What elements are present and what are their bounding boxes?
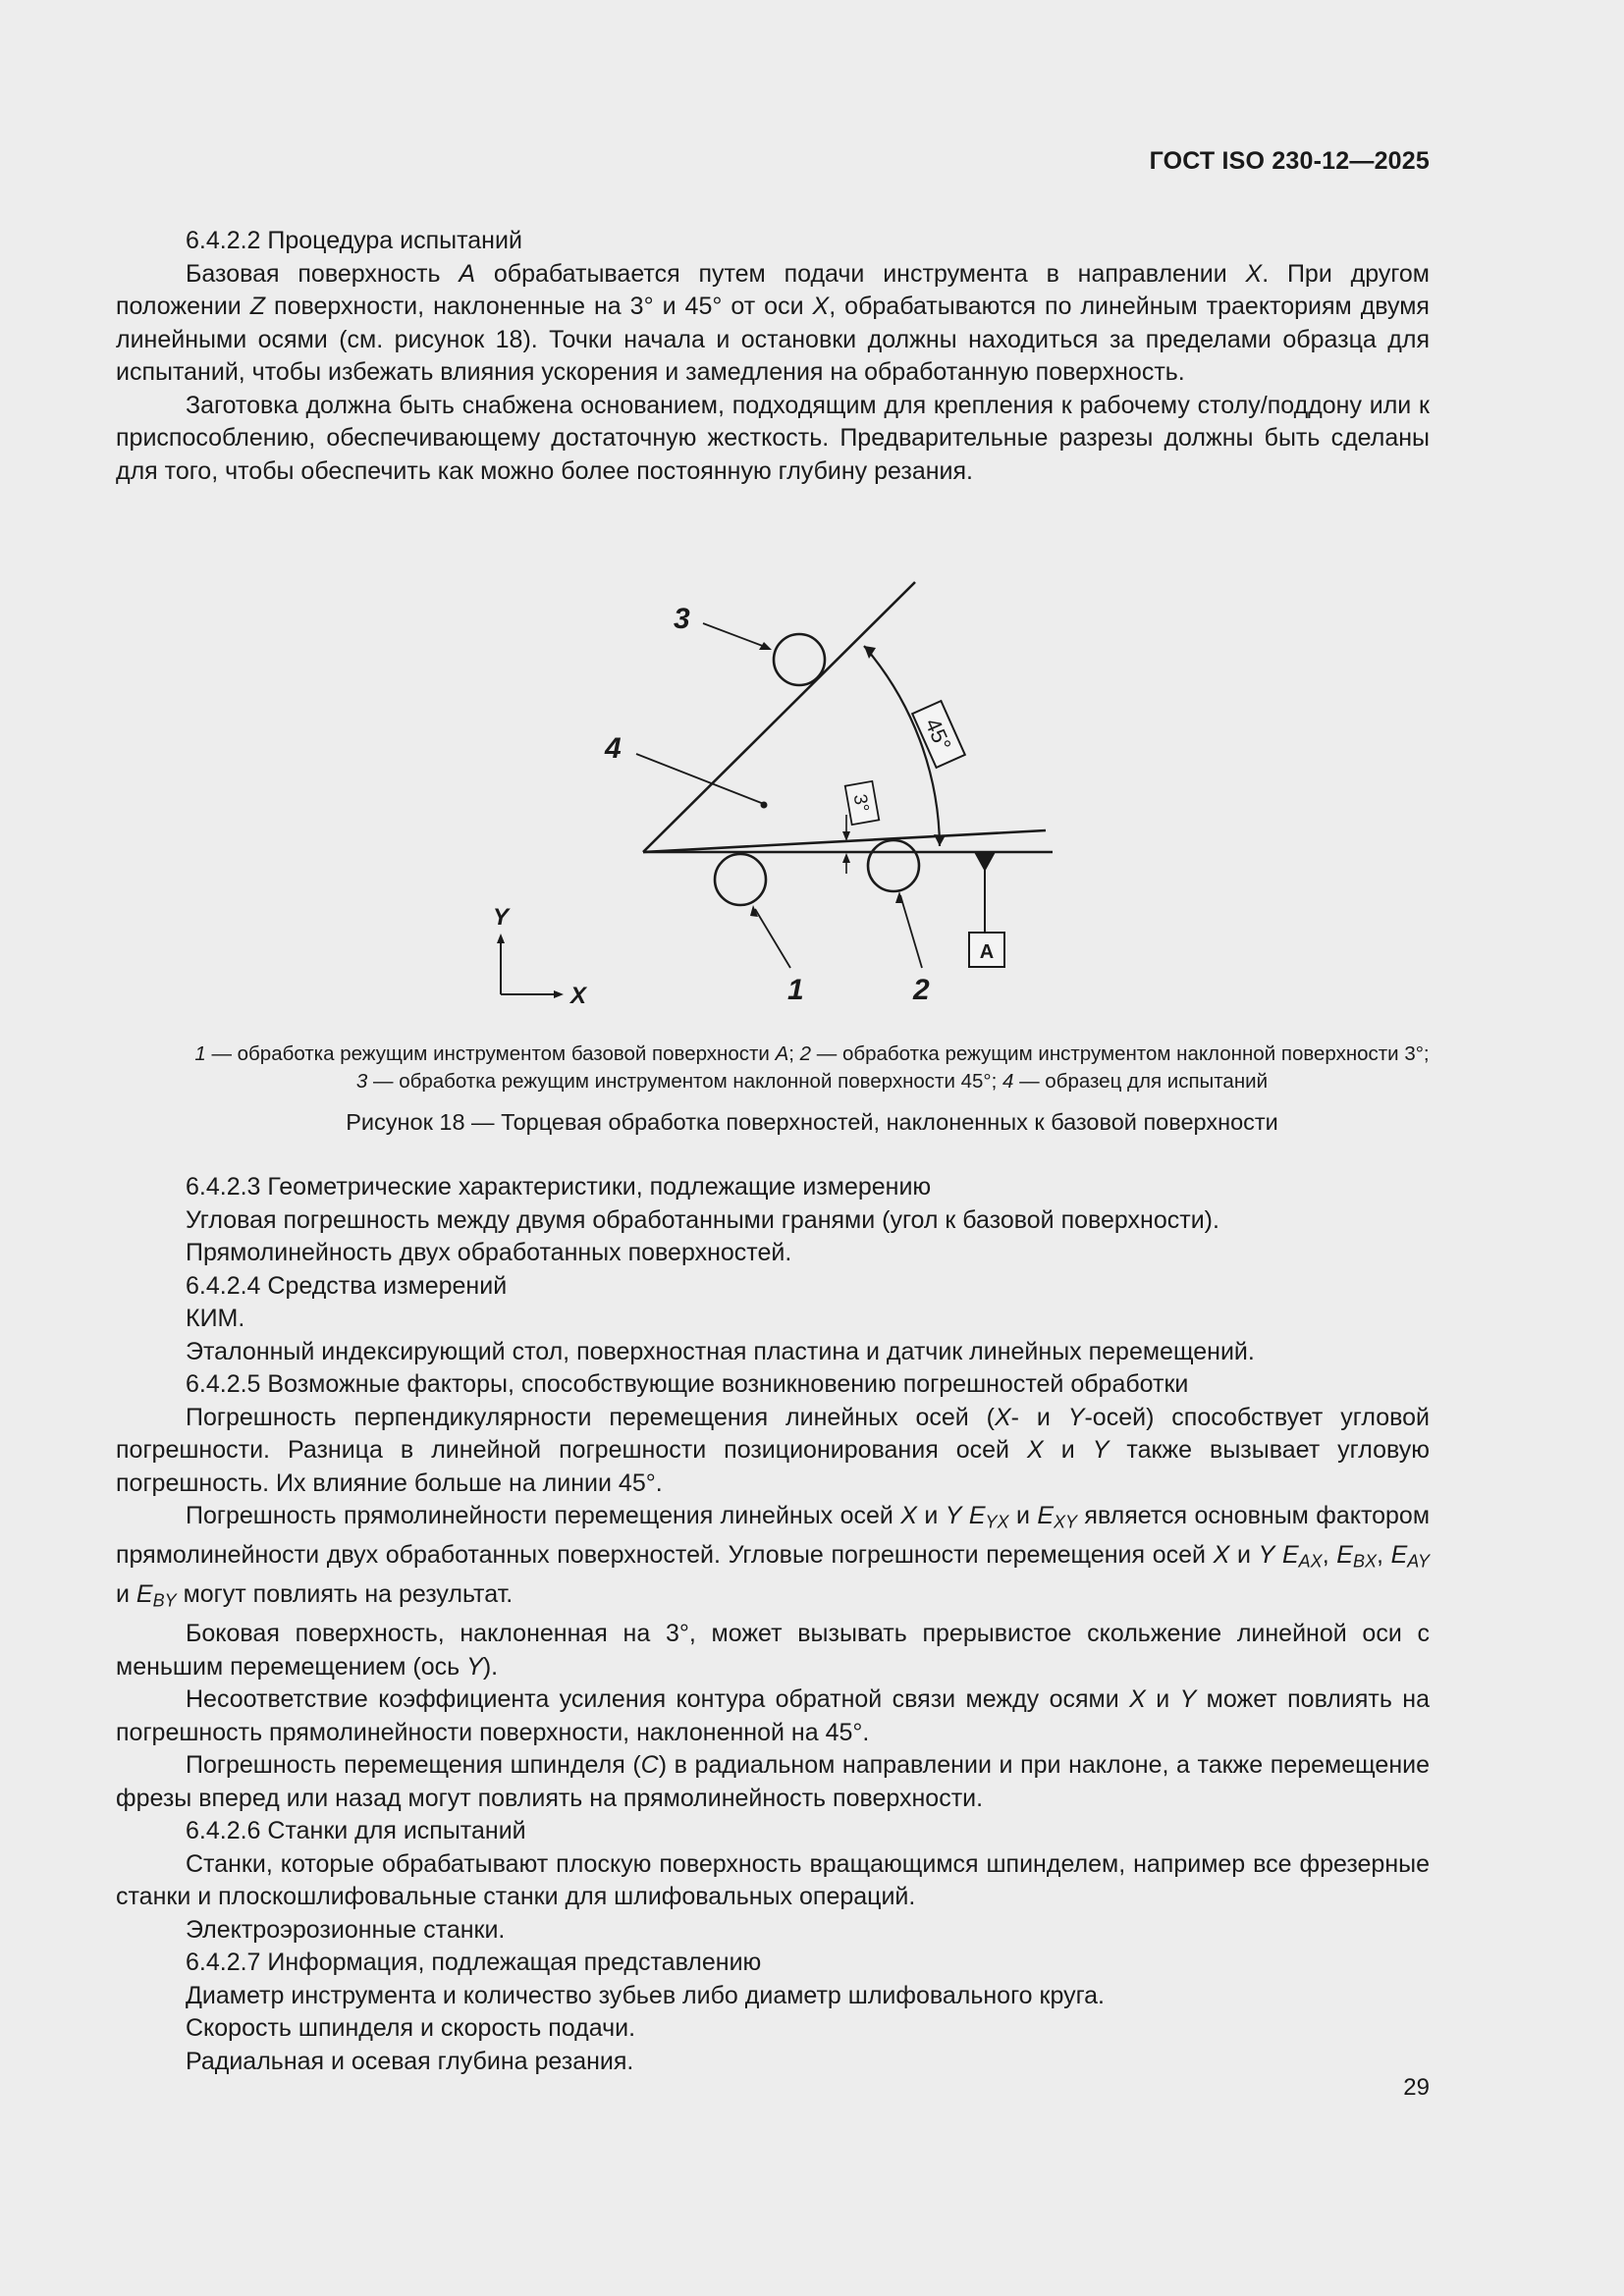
figure-18-diagram <box>471 569 1080 1021</box>
paragraph: Боковая поверхность, наклоненная на 3°, может вызывать прерывистое скольжение линейной оси с меньшим перемещением (ось Y). <box>116 1620 1430 1681</box>
paragraph: Эталонный индексирующий стол, поверхностная пластина и датчик линейных перемещений. <box>186 1337 1255 1365</box>
axis-y-label: Y <box>493 904 510 931</box>
paragraph: Станки, которые обрабатывают плоскую поверхность вращающимся шпинделем, например все фрезерные станки и плоскошлифовальные станки для шлифовальных операций. <box>116 1849 1430 1910</box>
leader-2 <box>900 895 922 968</box>
paragraph: КИМ. <box>186 1305 245 1332</box>
figure-caption: Рисунок 18 — Торцевая обработка поверхностей, наклоненных к базовой поверхности <box>346 1109 1278 1135</box>
paragraph: Диаметр инструмента и количество зубьев либо диаметр шлифовального круга. <box>186 1981 1105 2009</box>
label-3: 3 <box>674 603 690 635</box>
paragraph: Заготовка должна быть снабжена основанием, подходящим для крепления к рабочему столу/поддону или к приспособлению, обеспечивающему достаточную жесткость. Предварительные разрезы должны быть сделаны для того, чтобы обеспечить как можно более постоянную глубину резания. <box>116 391 1430 485</box>
paragraph: Прямолинейность двух обработанных поверхностей. <box>186 1239 792 1266</box>
datum-triangle <box>974 852 996 872</box>
arrowhead <box>895 891 903 903</box>
label-4: 4 <box>605 732 622 765</box>
figure-legend: 1 — обработка режущим инструментом базовой поверхности A; 2 — обработка режущим инструментом наклонной поверхности 3°; 3 — обработка режущим инструментом наклонной поверхности 45°; 4 — образец для испытаний <box>194 1042 1430 1093</box>
tool-circle-2 <box>868 840 919 891</box>
angle-3-text: 3° <box>848 792 873 815</box>
paragraph: Несоответствие коэффициента усиления контура обратной связи между осями X и Y может повлиять на погрешность прямолинейности поверхности, наклоненной на 45°. <box>116 1685 1430 1746</box>
paragraph: Радиальная и осевая глубина резания. <box>186 2047 634 2075</box>
paragraph: Электроэрозионные станки. <box>186 1915 506 1944</box>
paragraph: Угловая погрешность между двумя обработанными гранями (угол к базовой поверхности). <box>186 1205 1219 1234</box>
label-2: 2 <box>913 974 930 1006</box>
document-id-header: ГОСТ ISO 230-12—2025 <box>1149 147 1430 175</box>
sections-6-4-2-3-to-7 <box>116 1171 1430 2078</box>
leader-3 <box>703 623 768 648</box>
leader-1 <box>755 909 790 968</box>
angle-45-text: 45° <box>920 714 956 755</box>
paragraph: Базовая поверхность A обрабатывается путем подачи инструмента в направлении X. При другом положении Z поверхности, наклоненные на 3° и 45° от оси X, обрабатываются по линейным траекториям двумя линейными осями (см. рисунок 18). Точки начала и остановки должны находиться за пределами образца для испытаний, чтобы избежать влияния ускорения и замедления на обработанную поверхность. <box>116 259 1430 386</box>
arrowhead <box>842 853 850 863</box>
y-axis-arrowhead <box>497 934 505 943</box>
paragraph: Погрешность перпендикулярности перемещения линейных осей (X- и Y-осей) способствует угловой погрешности. Разница в линейной погрешности позиционирования осей X и Y также вызывает угловую погрешность. Их влияние больше на линии 45°. <box>116 1403 1430 1497</box>
section-heading: 6.4.2.2 Процедура испытаний <box>186 227 522 254</box>
paragraph: Погрешность прямолинейности перемещения линейных осей X и Y $E_{YX}$ и $E_{XY}$ является основным фактором прямолинейности двух обработанных поверхностей. Угловые погрешности перемещения осей X и Y $E_{AX}$, $E_{BX}$, $E_{AY}$ и $E_{BY}$ могут повлиять на результат. <box>116 1502 1431 1611</box>
figure-svg <box>471 569 1080 1021</box>
angle-3-label <box>845 781 880 825</box>
axis-x-label: X <box>570 983 587 1009</box>
label-1: 1 <box>787 974 804 1006</box>
tool-circle-3 <box>774 634 825 685</box>
paragraph: Погрешность перемещения шпинделя (C) в радиальном направлении и при наклоне, а также перемещение фрезы вперед или назад могут повлиять на прямолинейность поверхности. <box>116 1751 1430 1812</box>
section-6-4-2-2 <box>116 225 1430 488</box>
paragraph: Скорость шпинделя и скорость подачи. <box>186 2014 636 2042</box>
page-number: 29 <box>1403 2074 1430 2101</box>
section-heading: 6.4.2.4 Средства измерений <box>186 1271 508 1300</box>
datum-label: A <box>979 941 995 963</box>
section-heading: 6.4.2.6 Станки для испытаний <box>186 1817 526 1844</box>
section-heading: 6.4.2.3 Геометрические характеристики, подлежащие измерению <box>186 1173 932 1201</box>
x-axis-arrowhead <box>554 990 564 998</box>
arc-arrowhead-bottom <box>934 834 946 846</box>
tool-circle-1 <box>715 854 766 905</box>
angle-45-label <box>912 701 965 768</box>
section-heading: 6.4.2.5 Возможные факторы, способствующие возникновению погрешностей обработки <box>186 1370 1189 1398</box>
specimen-dot <box>761 802 768 809</box>
section-heading: 6.4.2.7 Информация, подлежащая представлению <box>186 1949 762 1976</box>
